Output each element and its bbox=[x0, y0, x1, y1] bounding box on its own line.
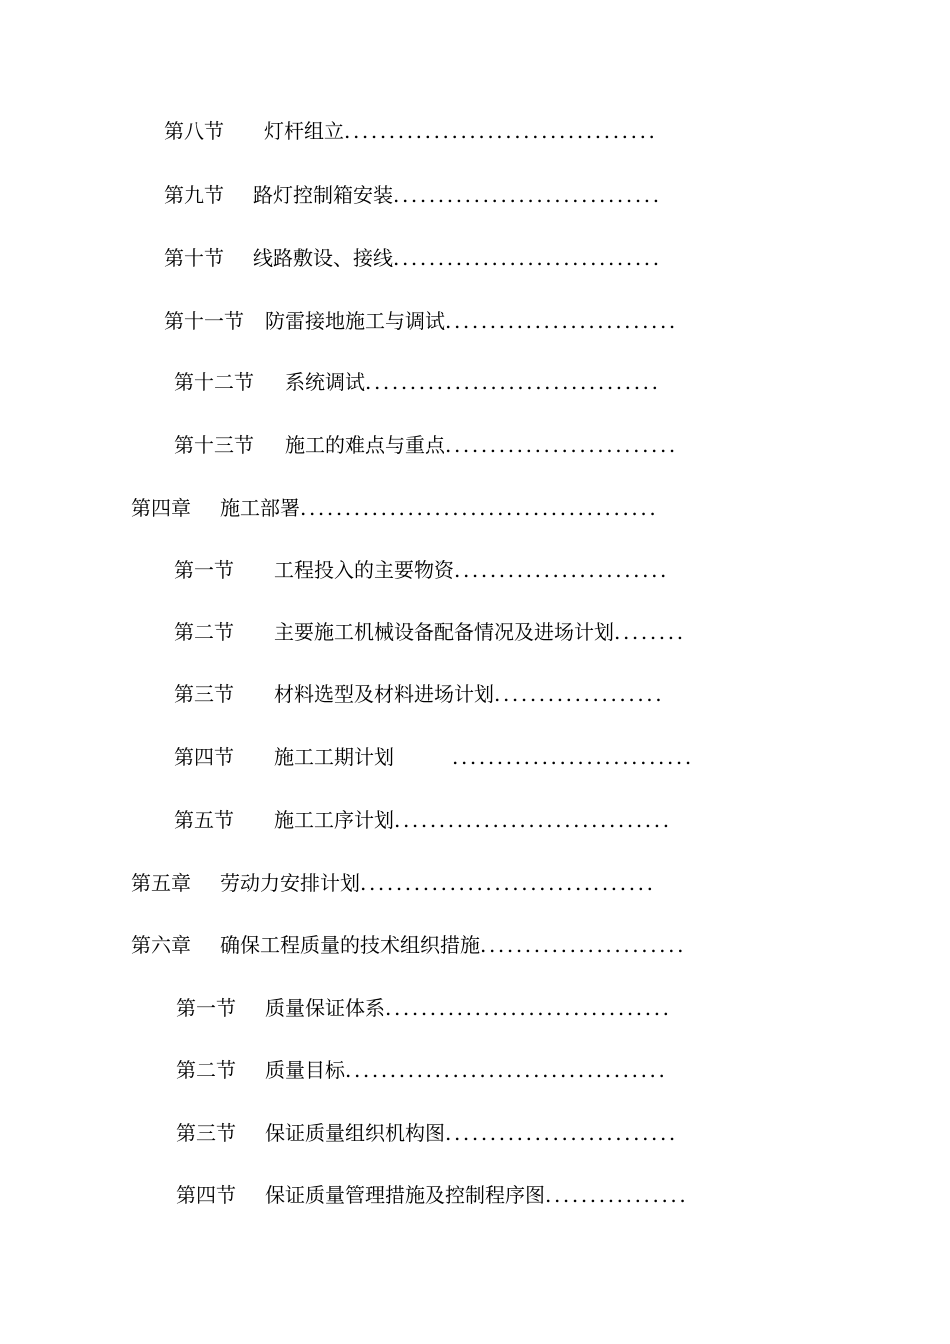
toc-entry[interactable] bbox=[164, 118, 658, 144]
toc-entry-title: 防雷接地施工与调试 bbox=[265, 309, 445, 333]
toc-entry-number: 第三节 bbox=[176, 1121, 236, 1145]
toc-entry-title: 主要施工机械设备配备情况及进场计划 bbox=[274, 620, 614, 644]
toc-entry[interactable] bbox=[164, 308, 678, 334]
toc-entry-number: 第五章 bbox=[131, 871, 191, 895]
toc-entry-number: 第八节 bbox=[164, 119, 224, 143]
toc-entry-title: 施工工序计划 bbox=[274, 808, 394, 832]
toc-chapter[interactable] bbox=[131, 870, 656, 896]
toc-entry-number: 第十二节 bbox=[174, 370, 254, 394]
toc-chapter[interactable] bbox=[131, 932, 686, 958]
toc-entry[interactable] bbox=[176, 995, 672, 1021]
toc-entry-title: 施工工期计划 bbox=[274, 745, 394, 769]
toc-entry-title: 线路敷设、接线 bbox=[253, 246, 393, 270]
toc-leader-dots: ....................... bbox=[480, 933, 687, 957]
toc-entry-number: 第四节 bbox=[174, 745, 234, 769]
toc-entry[interactable] bbox=[176, 1120, 678, 1146]
toc-entry[interactable] bbox=[174, 619, 686, 645]
toc-entry-number: 第十三节 bbox=[174, 433, 254, 457]
toc-leader-dots: .......................... bbox=[445, 433, 678, 457]
toc-entry-title: 保证质量组织机构图 bbox=[265, 1121, 445, 1145]
toc-entry-title: 灯杆组立 bbox=[264, 119, 344, 143]
toc-entry-number: 第二节 bbox=[176, 1058, 236, 1082]
toc-chapter[interactable] bbox=[131, 495, 658, 521]
toc-entry-title: 确保工程质量的技术组织措施 bbox=[220, 933, 480, 957]
toc-entry-number: 第一节 bbox=[174, 558, 234, 582]
toc-entry-title: 施工部署 bbox=[220, 496, 300, 520]
toc-entry[interactable] bbox=[164, 245, 662, 271]
toc-entry-number: 第四章 bbox=[131, 496, 191, 520]
toc-leader-dots: ................................ bbox=[385, 996, 672, 1020]
toc-entry-number: 第三节 bbox=[174, 682, 234, 706]
toc-leader-dots: ................ bbox=[545, 1183, 689, 1207]
toc-entry-title: 施工的难点与重点 bbox=[285, 433, 445, 457]
toc-entry-number: 第十一节 bbox=[164, 309, 244, 333]
toc-leader-dots: ........................................ bbox=[300, 496, 659, 520]
toc-entry-number: 第五节 bbox=[174, 808, 234, 832]
toc-entry-number: 第二节 bbox=[174, 620, 234, 644]
toc-entry-title: 材料选型及材料进场计划 bbox=[274, 682, 494, 706]
toc-entry-number: 第六章 bbox=[131, 933, 191, 957]
toc-leader-dots: .............................. bbox=[393, 183, 662, 207]
toc-entry-number: 第四节 bbox=[176, 1183, 236, 1207]
toc-entry-title: 保证质量管理措施及控制程序图 bbox=[265, 1183, 545, 1207]
toc-entry[interactable] bbox=[174, 807, 672, 833]
toc-entry[interactable] bbox=[176, 1057, 667, 1083]
toc-entry[interactable] bbox=[174, 744, 694, 770]
toc-leader-dots: .............................. bbox=[393, 246, 662, 270]
toc-entry[interactable] bbox=[174, 681, 664, 707]
toc-leader-dots: ........................ bbox=[454, 558, 669, 582]
toc-leader-dots: .......................... bbox=[445, 1121, 678, 1145]
toc-entry-number: 第一节 bbox=[176, 996, 236, 1020]
toc-entry-number: 第十节 bbox=[164, 246, 224, 270]
toc-leader-dots: ............................... bbox=[394, 808, 672, 832]
toc-leader-dots: ................................. bbox=[360, 871, 656, 895]
toc-leader-dots: ........ bbox=[614, 620, 686, 644]
toc-leader-dots: ................... bbox=[494, 682, 665, 706]
toc-entry-title: 工程投入的主要物资 bbox=[274, 558, 454, 582]
toc-entry-title: 劳动力安排计划 bbox=[220, 871, 360, 895]
toc-entry[interactable] bbox=[164, 182, 662, 208]
toc-entry-number: 第九节 bbox=[164, 183, 224, 207]
toc-entry-title: 质量保证体系 bbox=[265, 996, 385, 1020]
toc-entry-title: 路灯控制箱安装 bbox=[253, 183, 393, 207]
toc-entry[interactable] bbox=[176, 1182, 688, 1208]
toc-entry[interactable] bbox=[174, 369, 661, 395]
toc-entry[interactable] bbox=[174, 432, 678, 458]
toc-entry-title: 系统调试 bbox=[285, 370, 365, 394]
toc-leader-dots: ................................... bbox=[344, 119, 658, 143]
toc-leader-dots: .......................... bbox=[445, 309, 678, 333]
toc-leader-dots: ................................. bbox=[365, 370, 661, 394]
toc-leader-dots: .................................... bbox=[345, 1058, 668, 1082]
toc-entry-title: 质量目标 bbox=[265, 1058, 345, 1082]
toc-leader-dots: ........................... bbox=[452, 745, 694, 769]
toc-entry[interactable] bbox=[174, 557, 669, 583]
